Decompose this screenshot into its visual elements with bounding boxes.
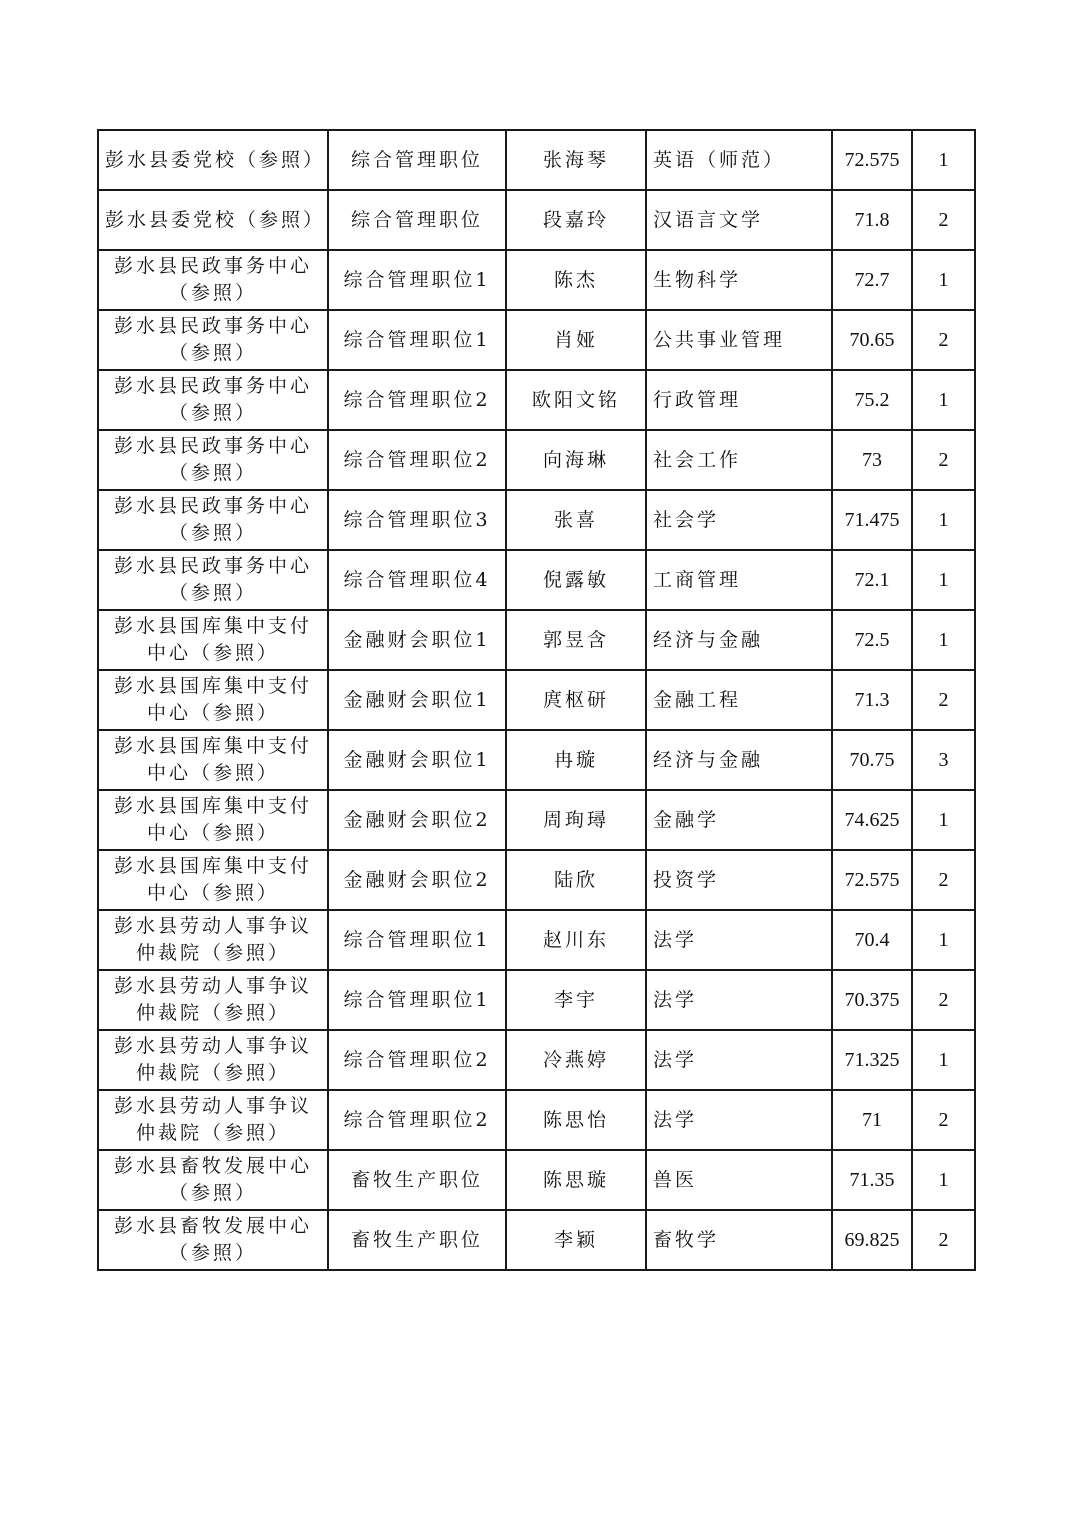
major-cell: 畜牧学	[646, 1210, 832, 1270]
position-cell: 金融财会职位1	[328, 610, 506, 670]
rank-cell: 2	[912, 850, 975, 910]
position-cell: 综合管理职位1	[328, 910, 506, 970]
score-cell: 72.7	[832, 250, 912, 310]
position-cell: 综合管理职位1	[328, 250, 506, 310]
unit-cell: 彭水县劳动人事争议仲裁院（参照）	[98, 1030, 328, 1090]
major-cell: 经济与金融	[646, 730, 832, 790]
position-cell: 综合管理职位2	[328, 1090, 506, 1150]
unit-cell: 彭水县民政事务中心（参照）	[98, 430, 328, 490]
table-row	[98, 190, 975, 250]
score-cell: 75.2	[832, 370, 912, 430]
rank-cell: 1	[912, 490, 975, 550]
rank-cell: 1	[912, 370, 975, 430]
rank-cell: 1	[912, 910, 975, 970]
major-cell: 工商管理	[646, 550, 832, 610]
rank-cell: 1	[912, 130, 975, 190]
unit-cell: 彭水县民政事务中心（参照）	[98, 370, 328, 430]
unit-cell: 彭水县民政事务中心（参照）	[98, 250, 328, 310]
position-cell: 金融财会职位2	[328, 850, 506, 910]
name-cell: 张喜	[506, 490, 646, 550]
name-cell: 段嘉玲	[506, 190, 646, 250]
name-cell: 庹枢研	[506, 670, 646, 730]
rank-cell: 2	[912, 190, 975, 250]
table-row	[98, 310, 975, 370]
major-cell: 英语（师范）	[646, 130, 832, 190]
score-cell: 69.825	[832, 1210, 912, 1270]
score-table	[97, 129, 976, 1271]
name-cell: 陈思璇	[506, 1150, 646, 1210]
name-cell: 陈杰	[506, 250, 646, 310]
score-cell: 72.575	[832, 850, 912, 910]
major-cell: 公共事业管理	[646, 310, 832, 370]
score-cell: 73	[832, 430, 912, 490]
unit-cell: 彭水县民政事务中心（参照）	[98, 310, 328, 370]
score-cell: 71.3	[832, 670, 912, 730]
table-row	[98, 850, 975, 910]
rank-cell: 1	[912, 610, 975, 670]
rank-cell: 2	[912, 670, 975, 730]
name-cell: 赵川东	[506, 910, 646, 970]
major-cell: 金融工程	[646, 670, 832, 730]
name-cell: 周珣璕	[506, 790, 646, 850]
unit-cell: 彭水县劳动人事争议仲裁院（参照）	[98, 1090, 328, 1150]
rank-cell: 2	[912, 430, 975, 490]
major-cell: 法学	[646, 970, 832, 1030]
position-cell: 综合管理职位2	[328, 370, 506, 430]
position-cell: 畜牧生产职位	[328, 1210, 506, 1270]
rank-cell: 2	[912, 1090, 975, 1150]
name-cell: 张海琴	[506, 130, 646, 190]
position-cell: 综合管理职位2	[328, 430, 506, 490]
table-row	[98, 490, 975, 550]
major-cell: 兽医	[646, 1150, 832, 1210]
score-cell: 74.625	[832, 790, 912, 850]
score-table-body	[98, 130, 975, 1270]
position-cell: 综合管理职位4	[328, 550, 506, 610]
table-row	[98, 970, 975, 1030]
position-cell: 综合管理职位3	[328, 490, 506, 550]
score-cell: 72.5	[832, 610, 912, 670]
unit-cell: 彭水县畜牧发展中心（参照）	[98, 1150, 328, 1210]
score-cell: 70.65	[832, 310, 912, 370]
rank-cell: 1	[912, 550, 975, 610]
unit-cell: 彭水县委党校（参照）	[98, 130, 328, 190]
unit-cell: 彭水县劳动人事争议仲裁院（参照）	[98, 910, 328, 970]
score-cell: 71.35	[832, 1150, 912, 1210]
unit-cell: 彭水县国库集中支付中心（参照）	[98, 790, 328, 850]
table-row	[98, 130, 975, 190]
major-cell: 汉语言文学	[646, 190, 832, 250]
unit-cell: 彭水县国库集中支付中心（参照）	[98, 610, 328, 670]
name-cell: 冷燕婷	[506, 1030, 646, 1090]
score-cell: 71.8	[832, 190, 912, 250]
position-cell: 畜牧生产职位	[328, 1150, 506, 1210]
score-cell: 71	[832, 1090, 912, 1150]
major-cell: 行政管理	[646, 370, 832, 430]
rank-cell: 1	[912, 250, 975, 310]
major-cell: 投资学	[646, 850, 832, 910]
score-cell: 72.1	[832, 550, 912, 610]
major-cell: 法学	[646, 1090, 832, 1150]
name-cell: 冉璇	[506, 730, 646, 790]
position-cell: 金融财会职位2	[328, 790, 506, 850]
table-row	[98, 670, 975, 730]
major-cell: 经济与金融	[646, 610, 832, 670]
table-row	[98, 730, 975, 790]
table-row	[98, 610, 975, 670]
unit-cell: 彭水县民政事务中心（参照）	[98, 550, 328, 610]
name-cell: 欧阳文铭	[506, 370, 646, 430]
score-cell: 71.325	[832, 1030, 912, 1090]
rank-cell: 2	[912, 970, 975, 1030]
major-cell: 社会工作	[646, 430, 832, 490]
score-cell: 72.575	[832, 130, 912, 190]
name-cell: 郭昱含	[506, 610, 646, 670]
table-row	[98, 790, 975, 850]
unit-cell: 彭水县劳动人事争议仲裁院（参照）	[98, 970, 328, 1030]
position-cell: 综合管理职位2	[328, 1030, 506, 1090]
unit-cell: 彭水县畜牧发展中心（参照）	[98, 1210, 328, 1270]
table-row	[98, 550, 975, 610]
position-cell: 综合管理职位1	[328, 970, 506, 1030]
major-cell: 社会学	[646, 490, 832, 550]
rank-cell: 1	[912, 1150, 975, 1210]
position-cell: 金融财会职位1	[328, 730, 506, 790]
score-cell: 70.4	[832, 910, 912, 970]
name-cell: 向海琳	[506, 430, 646, 490]
table-row	[98, 250, 975, 310]
table-row	[98, 1090, 975, 1150]
score-cell: 71.475	[832, 490, 912, 550]
position-cell: 综合管理职位	[328, 130, 506, 190]
unit-cell: 彭水县委党校（参照）	[98, 190, 328, 250]
position-cell: 综合管理职位	[328, 190, 506, 250]
rank-cell: 2	[912, 1210, 975, 1270]
table-row	[98, 370, 975, 430]
score-cell: 70.75	[832, 730, 912, 790]
table-row	[98, 1210, 975, 1270]
major-cell: 法学	[646, 910, 832, 970]
unit-cell: 彭水县国库集中支付中心（参照）	[98, 730, 328, 790]
major-cell: 法学	[646, 1030, 832, 1090]
position-cell: 综合管理职位1	[328, 310, 506, 370]
name-cell: 倪露敏	[506, 550, 646, 610]
unit-cell: 彭水县国库集中支付中心（参照）	[98, 670, 328, 730]
rank-cell: 2	[912, 310, 975, 370]
table-row	[98, 1150, 975, 1210]
rank-cell: 1	[912, 790, 975, 850]
major-cell: 生物科学	[646, 250, 832, 310]
name-cell: 李宇	[506, 970, 646, 1030]
rank-cell: 1	[912, 1030, 975, 1090]
name-cell: 肖娅	[506, 310, 646, 370]
unit-cell: 彭水县民政事务中心（参照）	[98, 490, 328, 550]
table-row	[98, 1030, 975, 1090]
name-cell: 陈思怡	[506, 1090, 646, 1150]
table-row	[98, 910, 975, 970]
major-cell: 金融学	[646, 790, 832, 850]
name-cell: 李颖	[506, 1210, 646, 1270]
unit-cell: 彭水县国库集中支付中心（参照）	[98, 850, 328, 910]
score-cell: 70.375	[832, 970, 912, 1030]
rank-cell: 3	[912, 730, 975, 790]
table-row	[98, 430, 975, 490]
name-cell: 陆欣	[506, 850, 646, 910]
position-cell: 金融财会职位1	[328, 670, 506, 730]
